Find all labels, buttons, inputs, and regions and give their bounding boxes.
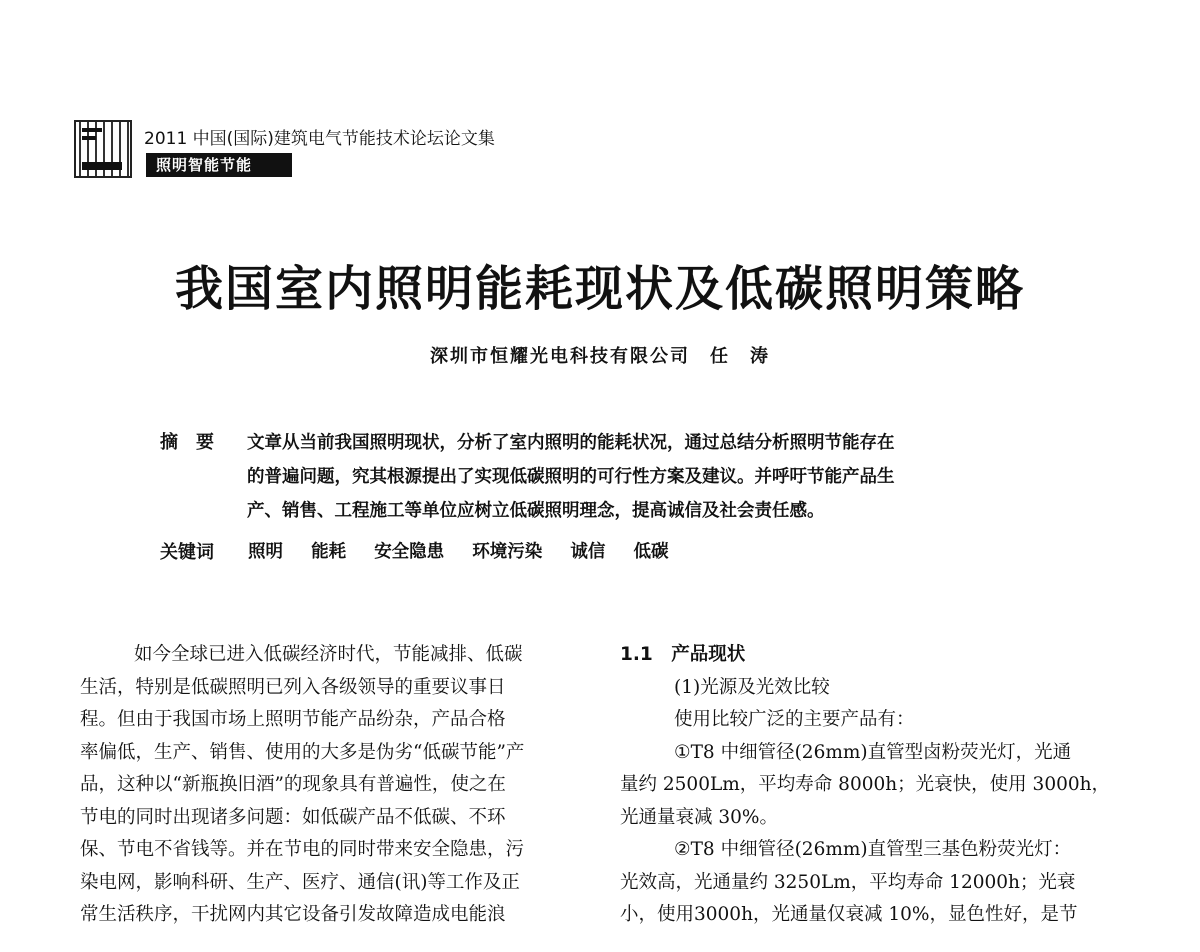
body-line: 率偏低，生产、销售、使用的大多是伪劣“低碳节能”产 — [80, 741, 525, 763]
body-line: ②T8 中细管径(26mm)直管型三基色粉荧光灯： — [674, 839, 1072, 860]
abstract-label: 摘 要 — [160, 432, 214, 453]
body-line: 光通量衰减 30%。 — [620, 806, 779, 828]
body-line: ①T8 中细管径(26mm)直管型卤粉荧光灯，光通 — [674, 741, 1072, 763]
abstract-line: 产、销售、工程施工等单位应树立低碳照明理念，提高诚信及社会责任感。 — [247, 501, 825, 521]
body-line: 使用比较广泛的主要产品有： — [674, 709, 915, 730]
body-line: 小，使用3000h，光通量仅衰减 10%，显色性好，是节 — [620, 904, 1078, 925]
body-line: 量约 2500Lm，平均寿命 8000h；光衰快，使用 3000h， — [620, 774, 1111, 795]
keyword: 照明 — [248, 542, 283, 562]
body-line: 保、节电不省钱等。并在节电的同时带来安全隐患，污 — [80, 839, 525, 860]
section-heading: 1.1 产品现状 — [620, 644, 746, 665]
body-line: 染电网，影响科研、生产、医疗、通信(讯)等工作及正 — [80, 871, 520, 893]
conference-title: 2011 中国(国际)建筑电气节能技术论坛论文集 — [144, 129, 495, 149]
body-line: 生活，特别是低碳照明已列入各级领导的重要议事日 — [80, 676, 506, 698]
keywords-list — [248, 538, 690, 563]
body-line: (1)光源及光效比较 — [674, 676, 830, 698]
body-line: 光效高，光通量约 3250Lm，平均寿命 12000h；光衰 — [620, 871, 1076, 893]
keyword: 环境污染 — [472, 542, 543, 562]
body-left-column — [80, 639, 580, 932]
keyword: 安全隐患 — [374, 542, 445, 562]
body-line: 如今全球已进入低碳经济时代，节能减排、低碳 — [134, 644, 523, 665]
abstract-line: 文章从当前我国照明现状，分析了室内照明的能耗状况，通过总结分析照明节能存在 — [247, 433, 895, 453]
keyword: 能耗 — [311, 542, 347, 562]
proceedings-cover-thumbnail — [74, 120, 132, 178]
abstract-text — [247, 426, 1047, 528]
body-line: 常生活秩序，干扰网内其它设备引发故障造成电能浪 — [80, 904, 506, 925]
body-line: 节电的同时出现诸多问题：如低碳产品不低碳、不环 — [80, 806, 506, 828]
body-right-column — [620, 639, 1110, 932]
keyword: 诚信 — [570, 542, 606, 562]
body-line: 程。但由于我国市场上照明节能产品纷杂，产品合格 — [80, 709, 506, 730]
author-affiliation: 深圳市恒耀光电科技有限公司 任 涛 — [430, 346, 770, 367]
keywords-label: 关键词 — [160, 542, 214, 563]
abstract-line: 的普遍问题，究其根源提出了实现低碳照明的可行性方案及建议。并呼吁节能产品生 — [247, 467, 895, 487]
section-tag: 照明智能节能 — [146, 153, 292, 177]
keyword: 低碳 — [633, 542, 669, 562]
paper-title: 我国室内照明能耗现状及低碳照明策略 — [174, 261, 1025, 317]
body-line: 品，这种以“新瓶换旧酒”的现象具有普遍性，使之在 — [80, 774, 506, 795]
